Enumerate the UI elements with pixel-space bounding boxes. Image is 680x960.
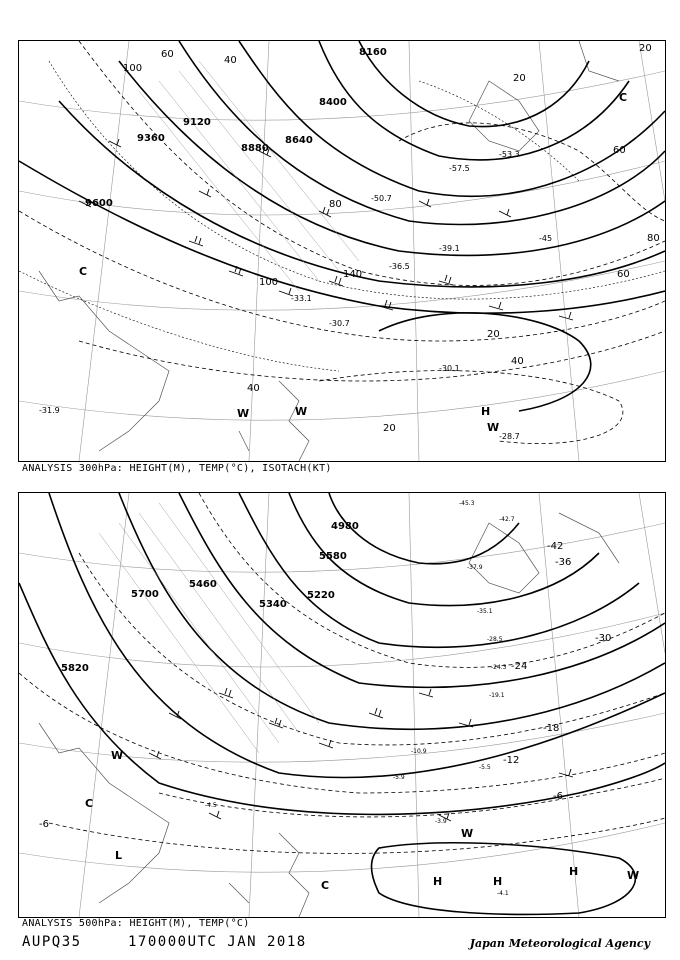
- isotach-label: 40: [511, 356, 524, 367]
- jet-stipple: [139, 61, 359, 291]
- height-label: 5580: [319, 551, 347, 562]
- obs-label: -28.5: [487, 636, 503, 643]
- height-label: 4980: [331, 521, 359, 532]
- temp-label: -45: [539, 234, 553, 243]
- isotach-label: 20: [383, 423, 396, 434]
- isotach-label: 100: [123, 63, 143, 74]
- isotach-label: 20: [487, 329, 500, 340]
- isotherm-label: -6: [553, 791, 563, 802]
- isotherm-label: -18: [543, 723, 560, 734]
- height-label: 9120: [183, 117, 211, 128]
- height-label: 9600: [85, 198, 113, 209]
- obs-label: -24.3: [491, 664, 507, 671]
- temp-label: -50.7: [371, 194, 392, 203]
- obs-label: -45.3: [459, 500, 475, 507]
- caption-300hpa: ANALYSIS 300hPa: HEIGHT(M), TEMP(°C), ISOTACH(KT): [22, 463, 332, 474]
- cold-center-label: C: [85, 797, 94, 810]
- caption-500hpa: ANALYSIS 500hPa: HEIGHT(M), TEMP(°C): [22, 918, 250, 929]
- temp-label: -30.7: [329, 319, 350, 328]
- isotach-label: 40: [224, 55, 237, 66]
- isotherm-label: -12: [503, 755, 520, 766]
- isotherm-label: -36: [555, 557, 572, 568]
- temp-label: -33.1: [291, 294, 312, 303]
- obs-label: -37.9: [467, 564, 483, 571]
- height-labels: [61, 521, 359, 674]
- temp-label: -30.1: [439, 364, 460, 373]
- obs-label: -10.9: [411, 748, 427, 755]
- temp-label: -57.5: [449, 164, 470, 173]
- height-label: 5220: [307, 590, 335, 601]
- agency-name: Japan Meteorological Agency: [469, 937, 650, 950]
- wind-barbs: [79, 139, 573, 320]
- obs-label: -4.1: [497, 890, 509, 897]
- map-500hpa: [18, 492, 666, 918]
- high-center-label: H: [481, 405, 491, 418]
- warm-center-label: W: [111, 749, 124, 762]
- height-label: 8640: [285, 135, 313, 146]
- temp-label: -28.7: [499, 432, 520, 441]
- height-label: 9360: [137, 133, 165, 144]
- obs-label: -4.5: [205, 802, 217, 809]
- isotach-label: 40: [247, 383, 260, 394]
- isotach-label: 60: [161, 49, 174, 60]
- isotach-label: 60: [613, 145, 626, 156]
- warm-center-label: W: [627, 869, 640, 882]
- isotach-label: 60: [617, 269, 630, 280]
- height-label: 5340: [259, 599, 287, 610]
- obs-label: -19.1: [489, 692, 505, 699]
- height-label: 8160: [359, 47, 387, 58]
- jet-stipple: [99, 503, 319, 753]
- low-center-label: L: [115, 849, 123, 862]
- map-500hpa-canvas: [19, 493, 665, 917]
- height-label: 5460: [189, 579, 217, 590]
- isotherm-label: -24: [511, 661, 528, 672]
- warm-center-label: W: [487, 421, 500, 434]
- isotherm-label: -6: [39, 819, 49, 830]
- height-label: 5700: [131, 589, 159, 600]
- map-300hpa-canvas: [19, 41, 665, 461]
- isotach-label: 80: [329, 199, 342, 210]
- temp-label: -31.9: [39, 406, 60, 415]
- obs-label: -5.5: [479, 764, 491, 771]
- temp-label: -36.5: [389, 262, 410, 271]
- isotach-label: 100: [259, 277, 279, 288]
- height-label: 5820: [61, 663, 89, 674]
- height-label: 8880: [241, 143, 269, 154]
- cold-center-label: C: [619, 91, 628, 104]
- high-center-label: H: [433, 875, 443, 888]
- warm-center-label: W: [295, 405, 308, 418]
- high-center-label: H: [569, 865, 579, 878]
- isotach-label: 20: [639, 43, 652, 54]
- height-label: 8400: [319, 97, 347, 108]
- temp-label: -53.3: [499, 150, 520, 159]
- chart-code: AUPQ35: [22, 934, 82, 950]
- isotherm-label: -42: [547, 541, 564, 552]
- isotach-label: 80: [647, 233, 660, 244]
- temp-label: -39.1: [439, 244, 460, 253]
- obs-label: -5.9: [393, 774, 405, 781]
- warm-center-label: W: [461, 827, 474, 840]
- obs-label: -3.9: [435, 818, 447, 825]
- cold-center-label: C: [321, 879, 330, 892]
- isotherm-label: -30: [595, 633, 612, 644]
- valid-time: 170000UTC JAN 2018: [128, 934, 307, 950]
- high-center-label: H: [493, 875, 503, 888]
- pressure-centers: [85, 749, 639, 892]
- isotach-label: 140: [343, 269, 363, 280]
- cold-center-label: C: [79, 265, 88, 278]
- obs-label: -42.7: [499, 516, 515, 523]
- isotherm-labels: [39, 541, 611, 830]
- map-300hpa: [18, 40, 666, 462]
- isotach-label: 20: [513, 73, 526, 84]
- obs-label: -35.1: [477, 608, 493, 615]
- warm-center-label: W: [237, 407, 250, 420]
